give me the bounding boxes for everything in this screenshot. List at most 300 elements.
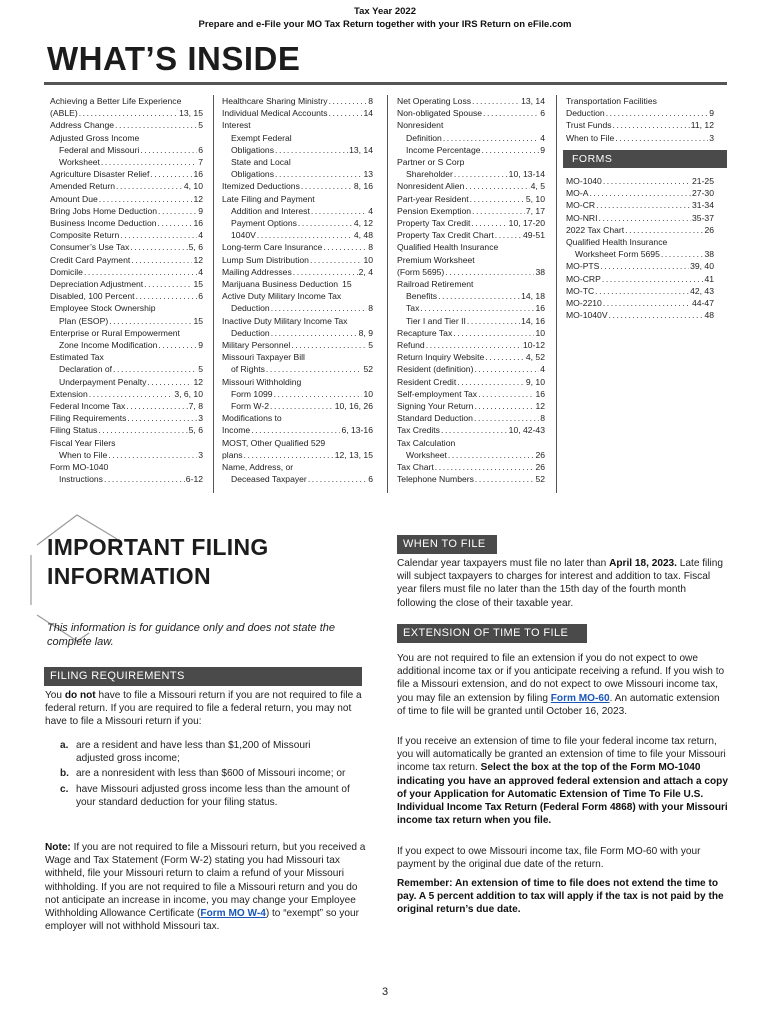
index-entry-page: 4 [198, 266, 203, 277]
index-entry-label: plans [222, 449, 243, 460]
index-entry-page: 3, 6, 10 [174, 388, 203, 399]
index-entry-label: Income Percentage [406, 144, 481, 155]
index-entry-label: MO-1040 [566, 176, 602, 186]
important-title-line1: IMPORTANT FILING [47, 534, 269, 560]
leader-dots [158, 217, 193, 229]
leader-dots [136, 290, 198, 302]
page-header [0, 5, 770, 31]
leader-dots [602, 273, 704, 285]
leader-dots [266, 363, 363, 375]
index-entry [50, 266, 203, 278]
index-entry-label: When to File [59, 449, 108, 460]
index-entry [566, 107, 714, 119]
index-entry-label: Return Inquiry Website [397, 352, 485, 363]
index-entry-label: Partner or S Corp [397, 157, 465, 168]
index-entry-label: 1040V [231, 230, 256, 241]
index-entry-label: Tier I and Tier II [406, 315, 466, 326]
index-entry-label: Self-employment Tax [397, 388, 478, 399]
index-entry-label: Deduction [231, 303, 270, 314]
index-entry-page: 8 [368, 242, 373, 253]
important-title-line2: INFORMATION [47, 563, 211, 589]
index-entry-page: 8, 16 [353, 181, 373, 192]
leader-dots [116, 180, 183, 192]
leader-dots [465, 180, 529, 192]
index-entry-label: Achieving a Better Life Experience [50, 96, 182, 106]
index-entry [566, 285, 714, 297]
index-entry-label: Active Duty Military Income Tax [222, 291, 342, 302]
index-entry [50, 156, 203, 168]
extension-heading: EXTENSION OF TIME TO FILE [397, 624, 587, 643]
index-entry-page: 10, 17-20 [508, 218, 545, 229]
index-entry-page: 6 [368, 474, 373, 485]
index-entry-page: 10 [363, 254, 373, 265]
index-entry [222, 437, 373, 449]
index-entry [397, 229, 545, 241]
index-entry [50, 400, 203, 412]
index-entry [50, 180, 203, 192]
index-entry [397, 180, 545, 192]
leader-dots [291, 339, 367, 351]
leader-dots [457, 376, 525, 388]
leader-dots [482, 144, 540, 156]
index-entry-label: Interest [222, 120, 251, 131]
index-entry-label: (Form 5695) [397, 266, 445, 277]
index-entry-label: Tax Calculation [397, 437, 456, 448]
index-entry [566, 175, 714, 187]
index-entry-page: 4, 12 [353, 218, 373, 229]
leader-dots [445, 266, 534, 278]
index-entry-label: Healthcare Sharing Ministry [222, 96, 328, 106]
index-entry [50, 473, 203, 485]
index-entry-label: MO-2210 [566, 298, 602, 309]
leader-dots [589, 187, 691, 199]
index-entry-label: Resident Credit [397, 376, 457, 387]
filing-requirements-intro: You do not have to file a Missouri return if you are not required to file a federal return. If you are required to file a federal return, you may not have to file a Missouri return if you: [45, 690, 362, 728]
index-entry-page: 4 [540, 364, 545, 375]
index-entry-page: 12 [193, 254, 203, 265]
index-entry-label: Tax [406, 303, 420, 314]
index-entry-label: Form W-2 [231, 401, 270, 412]
index-entry-label: Premium Worksheet [397, 254, 475, 265]
index-entry [397, 376, 545, 388]
index-entry-page: 5, 6 [188, 425, 203, 436]
index-entry [397, 95, 545, 107]
index-entry [50, 254, 203, 266]
index-entry [222, 229, 373, 241]
index-entry-page: 6, 13-16 [341, 425, 373, 436]
index-entry-page: 12 [193, 376, 203, 387]
index-entry-page: 13, 14 [349, 144, 373, 155]
index-entry [222, 156, 373, 168]
index-entry [397, 424, 545, 436]
index-entry-page: 4, 10 [183, 181, 203, 192]
index-entry-label: Nonresident [397, 120, 444, 131]
index-entry [50, 339, 203, 351]
index-entry [50, 278, 203, 290]
filing-requirements-heading: FILING REQUIREMENTS [44, 667, 362, 686]
index-entry [50, 363, 203, 375]
index-entry-page: 6 [198, 291, 203, 302]
leader-dots [329, 107, 363, 119]
leader-dots [475, 473, 535, 485]
index-entry [222, 363, 373, 375]
leader-dots [79, 107, 178, 119]
leader-dots [89, 388, 174, 400]
index-column-3 [397, 95, 545, 486]
index-entry-label: Refund [397, 340, 425, 351]
leader-dots [109, 315, 192, 327]
index-entry [397, 388, 545, 400]
index-entry-page: 4, 5 [530, 181, 545, 192]
index-entry-page: 12, 13, 15 [334, 449, 373, 460]
index-entry-page: 15 [193, 279, 203, 290]
index-entry-label: Bring Jobs Home Deduction [50, 205, 157, 216]
form-mo60-link[interactable]: Form MO-60 [550, 692, 610, 704]
index-entry-label: Qualified Health Insurance [566, 237, 668, 248]
index-entry-page: 48 [704, 310, 714, 321]
index-entry-label: Signing Your Return [397, 401, 474, 412]
leader-dots [158, 339, 197, 351]
leader-dots [603, 175, 691, 187]
index-entry-page: 8 [368, 303, 373, 314]
index-column-4 [566, 95, 714, 144]
index-entry-label: Recapture Tax [397, 327, 453, 338]
forms-list [566, 175, 714, 321]
index-entry [566, 260, 714, 272]
index-entry [50, 241, 203, 253]
index-entry-page: 16 [535, 303, 545, 314]
title-divider [44, 82, 727, 85]
index-entry [397, 327, 545, 339]
list-item: a. are a resident and have less than $1,200 of Missouri adjusted gross income; [60, 740, 311, 765]
index-entry-label: Name, Address, or [222, 462, 294, 473]
leader-dots [443, 132, 539, 144]
index-entry-label: Plan (ESOP) [59, 315, 109, 326]
index-entry-label: Business Income Deduction [50, 218, 157, 229]
leader-dots [108, 449, 197, 461]
index-entry [50, 351, 203, 363]
index-entry-page: 4 [540, 132, 545, 143]
index-entry-page: 16 [193, 218, 203, 229]
index-entry [566, 119, 714, 131]
index-entry-page: 9, 10 [525, 376, 545, 387]
index-entry [566, 297, 714, 309]
leader-dots [311, 205, 367, 217]
index-entry [50, 315, 203, 327]
index-entry-label: Transportation Facilities [566, 96, 657, 106]
leader-dots [603, 297, 691, 309]
index-entry-label: Obligations [231, 144, 274, 155]
index-entry [222, 424, 373, 436]
index-entry-label: Estimated Tax [50, 352, 104, 363]
index-entry [397, 449, 545, 461]
index-entry-label: Form MO-1040 [50, 462, 109, 473]
index-entry-label: Exempt Federal [231, 132, 292, 143]
index-entry [566, 248, 714, 260]
index-entry-label: Deduction [566, 108, 605, 119]
index-entry [397, 400, 545, 412]
index-entry [566, 187, 714, 199]
leader-dots [472, 205, 525, 217]
index-entry [397, 254, 545, 266]
leader-dots [251, 424, 340, 436]
when-to-file-heading: WHEN TO FILE [397, 535, 497, 554]
leader-dots [495, 229, 522, 241]
index-entry [222, 132, 373, 144]
index-entry [566, 236, 714, 248]
index-entry-label: Missouri Withholding [222, 376, 302, 387]
leader-dots [448, 449, 535, 461]
index-entry-label: Agriculture Disaster Relief [50, 169, 150, 180]
index-entry-page: 52 [535, 474, 545, 485]
index-entry [222, 400, 373, 412]
index-entry-label: Long-term Care Insurance [222, 242, 323, 253]
index-entry [222, 327, 373, 339]
index-entry [222, 315, 373, 327]
leader-dots [127, 412, 197, 424]
leader-dots [275, 144, 348, 156]
index-entry-page: 6-12 [185, 474, 203, 485]
index-entry-label: Net Operating Loss [397, 96, 472, 106]
index-entry-page: 10, 13-14 [508, 169, 545, 180]
index-entry [50, 119, 203, 131]
index-entry-page: 5 [198, 364, 203, 375]
leader-dots [609, 309, 704, 321]
leader-dots [470, 193, 525, 205]
index-entry-page: 4 [368, 205, 373, 216]
index-entry-label: Telephone Numbers [397, 474, 474, 485]
index-entry-label: Federal Income Tax [50, 401, 126, 412]
index-entry-label: Itemized Deductions [222, 181, 300, 192]
page-number: 3 [381, 986, 389, 998]
index-entry-label: Marijuana Business Deduction [222, 279, 339, 290]
index-entry-label: Missouri Taxpayer Bill [222, 352, 305, 363]
index-entry-label: Extension [50, 388, 88, 399]
index-entry-page: 15 [193, 315, 203, 326]
index-entry [397, 363, 545, 375]
index-entry-label: Modifications to [222, 413, 282, 424]
leader-dots [144, 278, 192, 290]
leader-dots [471, 217, 507, 229]
leader-dots [467, 315, 520, 327]
leader-dots [426, 339, 522, 351]
index-entry-label: 2022 Tax Chart [566, 224, 625, 235]
index-entry-label: Filing Status [50, 425, 98, 436]
leader-dots [98, 424, 187, 436]
index-entry-page: 9 [540, 144, 545, 155]
leader-dots [599, 212, 692, 224]
index-entry [397, 193, 545, 205]
index-entry-label: MO-NRI [566, 212, 598, 223]
index-entry [222, 290, 373, 302]
index-entry-label: Standard Deduction [397, 413, 473, 424]
index-entry-label: Mailing Addresses [222, 266, 292, 277]
index-entry-label: Railroad Retirement [397, 279, 474, 290]
leader-dots [323, 241, 367, 253]
index-entry-label: Military Personnel [222, 340, 291, 351]
index-entry [397, 107, 545, 119]
leader-dots [453, 327, 534, 339]
index-entry [50, 449, 203, 461]
index-entry [222, 119, 373, 131]
index-entry [397, 119, 545, 131]
leader-dots [84, 266, 197, 278]
index-entry-page: 8, 9 [358, 327, 373, 338]
index-entry [50, 95, 203, 107]
index-entry [50, 168, 203, 180]
index-entry-page: 38 [704, 249, 714, 260]
index-entry [222, 107, 373, 119]
leader-dots [120, 229, 197, 241]
index-entry [566, 273, 714, 285]
index-entry-label: Payment Options [231, 218, 297, 229]
guidance-note: This information is for guidance only and does not state the complete law. [47, 622, 336, 648]
index-entry [397, 412, 545, 424]
leader-dots [104, 473, 185, 485]
index-entry [397, 205, 545, 217]
index-entry [397, 473, 545, 485]
index-entry-label: MO-PTS [566, 261, 600, 272]
leader-dots [438, 290, 520, 302]
index-entry-label: Trust Funds [566, 120, 612, 131]
form-mo-w4-link[interactable]: Form MO W-4 [200, 908, 266, 920]
index-entry [397, 156, 545, 168]
index-entry-label: MO-CRP [566, 273, 601, 284]
index-entry-page: 49-51 [523, 230, 545, 241]
index-entry [397, 132, 545, 144]
index-entry-label: Filing Requirements [50, 413, 127, 424]
index-entry [50, 290, 203, 302]
index-entry-label: Fiscal Year Filers [50, 437, 116, 448]
index-entry [566, 224, 714, 236]
index-entry [50, 217, 203, 229]
index-entry [222, 180, 373, 192]
index-entry-label: Nonresident Alien [397, 181, 465, 192]
index-entry-page: 38 [535, 266, 545, 277]
index-entry [222, 376, 373, 388]
leader-dots [113, 363, 197, 375]
index-entry [50, 388, 203, 400]
index-entry-page: 26 [535, 449, 545, 460]
extension-paragraph-3: If you expect to owe Missouri income tax, file Form MO-60 with your payment by the original due date of the return. [397, 846, 701, 871]
index-entry [50, 205, 203, 217]
index-entry-label: Federal and Missouri [59, 144, 140, 155]
index-entry [397, 144, 545, 156]
index-entry [50, 437, 203, 449]
index-entry [397, 351, 545, 363]
index-entry-label: Income [222, 425, 251, 436]
index-entry [222, 388, 373, 400]
index-entry [50, 461, 203, 473]
index-entry-page: 14, 16 [521, 315, 545, 326]
index-entry-label: Qualified Health Insurance [397, 242, 499, 253]
index-entry [397, 302, 545, 314]
index-entry-label: Non-obligated Spouse [397, 108, 483, 119]
index-entry-label: Tax Credits [397, 425, 440, 436]
index-entry-label: Tax Chart [397, 462, 434, 473]
index-entry [222, 144, 373, 156]
index-column-2 [222, 95, 373, 486]
index-entry-label: MO-TC [566, 285, 595, 296]
index-entry-label: Adjusted Gross Income [50, 132, 140, 143]
index-entry [222, 205, 373, 217]
index-entry [222, 217, 373, 229]
index-entry-page: 7 [198, 157, 203, 168]
leader-dots [485, 351, 525, 363]
index-entry [222, 473, 373, 485]
index-entry-page: 8 [540, 413, 545, 424]
index-entry-label: Deduction [231, 327, 270, 338]
index-entry-page: 12 [193, 193, 203, 204]
index-entry-page: 16 [193, 169, 203, 180]
leader-dots [613, 119, 690, 131]
index-entry-label: Resident (definition) [397, 364, 474, 375]
index-entry-page: 5 [198, 120, 203, 131]
leader-dots [101, 156, 197, 168]
index-entry-label: of Rights [231, 364, 265, 375]
important-filing-title [47, 533, 269, 591]
index-entry [566, 95, 714, 107]
index-entry-label: Declaration of [59, 364, 113, 375]
leader-dots [615, 132, 708, 144]
index-entry [50, 412, 203, 424]
index-entry-label: Credit Card Payment [50, 254, 131, 265]
index-entry-page: 14, 18 [521, 291, 545, 302]
leader-dots [301, 180, 353, 192]
leader-dots [271, 327, 358, 339]
index-entry [566, 132, 714, 144]
index-entry-label: Individual Medical Accounts [222, 108, 328, 119]
index-entry-page: 15 [342, 279, 352, 290]
leader-dots [115, 119, 197, 131]
index-entry-page: 13 [363, 169, 373, 180]
column-divider [387, 95, 388, 493]
index-entry-label: Amount Due [50, 193, 98, 204]
index-entry-page: 13, 14 [521, 96, 545, 106]
index-entry-page: 39, 40 [690, 261, 714, 272]
index-entry-label: Inactive Duty Military Income Tax [222, 315, 348, 326]
extension-paragraph-1: You are not required to file an extension if you do not expect to owe additional income tax or if you anticipate receiving a refund. If you wish to file a Missouri extension, and do not expect to owe Missouri income tax, you may file an extension by filing Form MO-60. An automatic extension of time to file will be granted until October 16, 2023. [397, 653, 725, 717]
index-entry-page: 4 [198, 230, 203, 241]
extension-paragraph-2: If you receive an extension of time to file your federal income tax return, you will automatically be granted an extension of time to file your Missouri income tax return. Select the box at the top of the Form MO-1040 indicating you have an approved federal extension and attach a copy of your Application for Automatic Extension of Time To File U.S. Individual Income Tax Return (Federal Form 4868) with your Missouri income tax return when you file. [397, 736, 728, 827]
index-entry [50, 424, 203, 436]
index-entry-label: When to File [566, 132, 615, 143]
filing-requirements-list [60, 739, 350, 811]
index-entry-label: Amended Return [50, 181, 115, 192]
index-entry-label: MOST, Other Qualified 529 [222, 437, 326, 448]
index-entry [397, 437, 545, 449]
leader-dots [130, 241, 187, 253]
leader-dots [271, 302, 368, 314]
leader-dots [147, 376, 192, 388]
index-entry-label: Form 1099 [231, 388, 273, 399]
leader-dots [483, 107, 539, 119]
leader-dots [441, 424, 508, 436]
leader-dots [131, 254, 192, 266]
leader-dots [293, 266, 358, 278]
index-entry [397, 241, 545, 253]
extension-reminder: Remember: An extension of time to file does not extend the time to pay. A 5 percent addition to tax will apply if the tax is not paid by the original return’s due date. [397, 878, 724, 916]
index-entry-page: 3 [198, 449, 203, 460]
index-entry-label: Composite Return [50, 230, 120, 241]
index-entry-label: Pension Exemption [397, 205, 472, 216]
index-entry [222, 278, 373, 290]
index-entry [566, 212, 714, 224]
forms-heading: FORMS [563, 150, 727, 168]
index-entry-page: 9 [198, 340, 203, 351]
index-entry-label: Address Change [50, 120, 115, 131]
index-entry [50, 327, 203, 339]
